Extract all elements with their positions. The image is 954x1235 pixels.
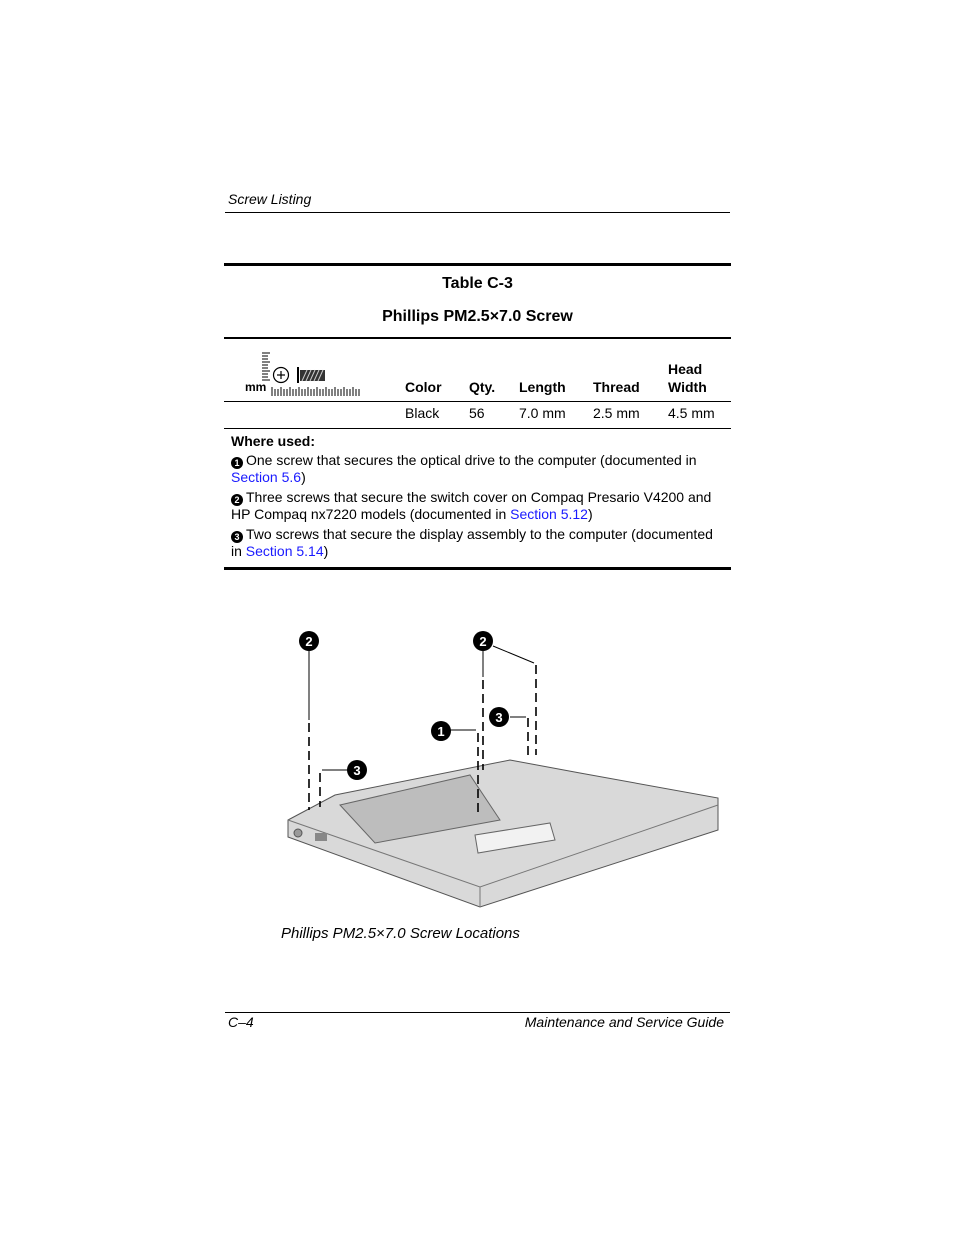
column-header-length: Length (519, 379, 566, 395)
table-row (224, 402, 731, 428)
cell-length: 7.0 mm (519, 405, 566, 421)
column-header-qty: Qty. (469, 379, 496, 395)
table-subtitle: Phillips PM2.5×7.0 Screw (382, 308, 573, 325)
page-number: C–4 (228, 1014, 254, 1030)
column-header-thread: Thread (593, 379, 640, 395)
footer-rule (225, 1012, 730, 1013)
screw-locations-figure (280, 625, 730, 915)
callout-3-icon: 3 (231, 531, 243, 543)
table-bottom-rule (224, 567, 731, 570)
table-header-row (224, 339, 731, 401)
screw-table (224, 263, 731, 570)
ruler-unit-label: mm (245, 380, 267, 394)
link-section-5-12[interactable]: Section 5.12 (510, 506, 588, 522)
figure-callout-1 (431, 721, 451, 741)
figure-callout-3a (489, 707, 509, 727)
cell-head-width: 4.5 mm (668, 405, 715, 421)
use-item-3 (231, 526, 725, 559)
use-item-1 (231, 452, 725, 485)
svg-text:2: 2 (479, 634, 487, 649)
figure-callout-2a (299, 631, 319, 651)
callout-1-icon: 1 (231, 457, 243, 469)
svg-text:3: 3 (353, 763, 361, 778)
column-header-head-width-line2: Width (668, 379, 707, 395)
use-close-2: ) (587, 506, 593, 522)
table-title: Table C-3 (442, 275, 513, 292)
cell-qty: 56 (469, 405, 485, 421)
link-section-5-6[interactable]: Section 5.6 (231, 469, 302, 485)
cell-thread: 2.5 mm (593, 405, 640, 421)
use-text-3: Two screws that secure the display assembly to the computer (documented in (231, 526, 713, 559)
column-header-color: Color (405, 379, 442, 395)
use-close-1: ) (301, 469, 306, 485)
running-header: Screw Listing (228, 191, 312, 207)
use-text-1: One screw that secures the optical drive to the computer (documented in (246, 452, 697, 468)
link-section-5-14[interactable]: Section 5.14 (245, 543, 324, 559)
figure-caption: Phillips PM2.5×7.0 Screw Locations (281, 925, 520, 942)
where-used-section (224, 429, 731, 567)
figure-callout-3b (347, 760, 367, 780)
svg-text:1: 1 (437, 724, 445, 739)
footer-title: Maintenance and Service Guide (524, 1014, 724, 1030)
callout-2-icon: 2 (231, 494, 243, 506)
cell-color: Black (405, 405, 440, 421)
use-item-2 (231, 489, 725, 522)
header-rule (225, 212, 730, 213)
use-close-3: ) (323, 543, 329, 559)
use-text-2: Three screws that secure the switch cover on Compaq Presario V4200 and HP Compaq nx7220 models (documented in (231, 489, 712, 522)
column-header-head-width-line1: Head (668, 361, 703, 377)
where-used-label: Where used: (231, 433, 316, 449)
figure-callout-2b (473, 631, 493, 651)
svg-text:3: 3 (495, 710, 503, 725)
svg-text:2: 2 (305, 634, 313, 649)
